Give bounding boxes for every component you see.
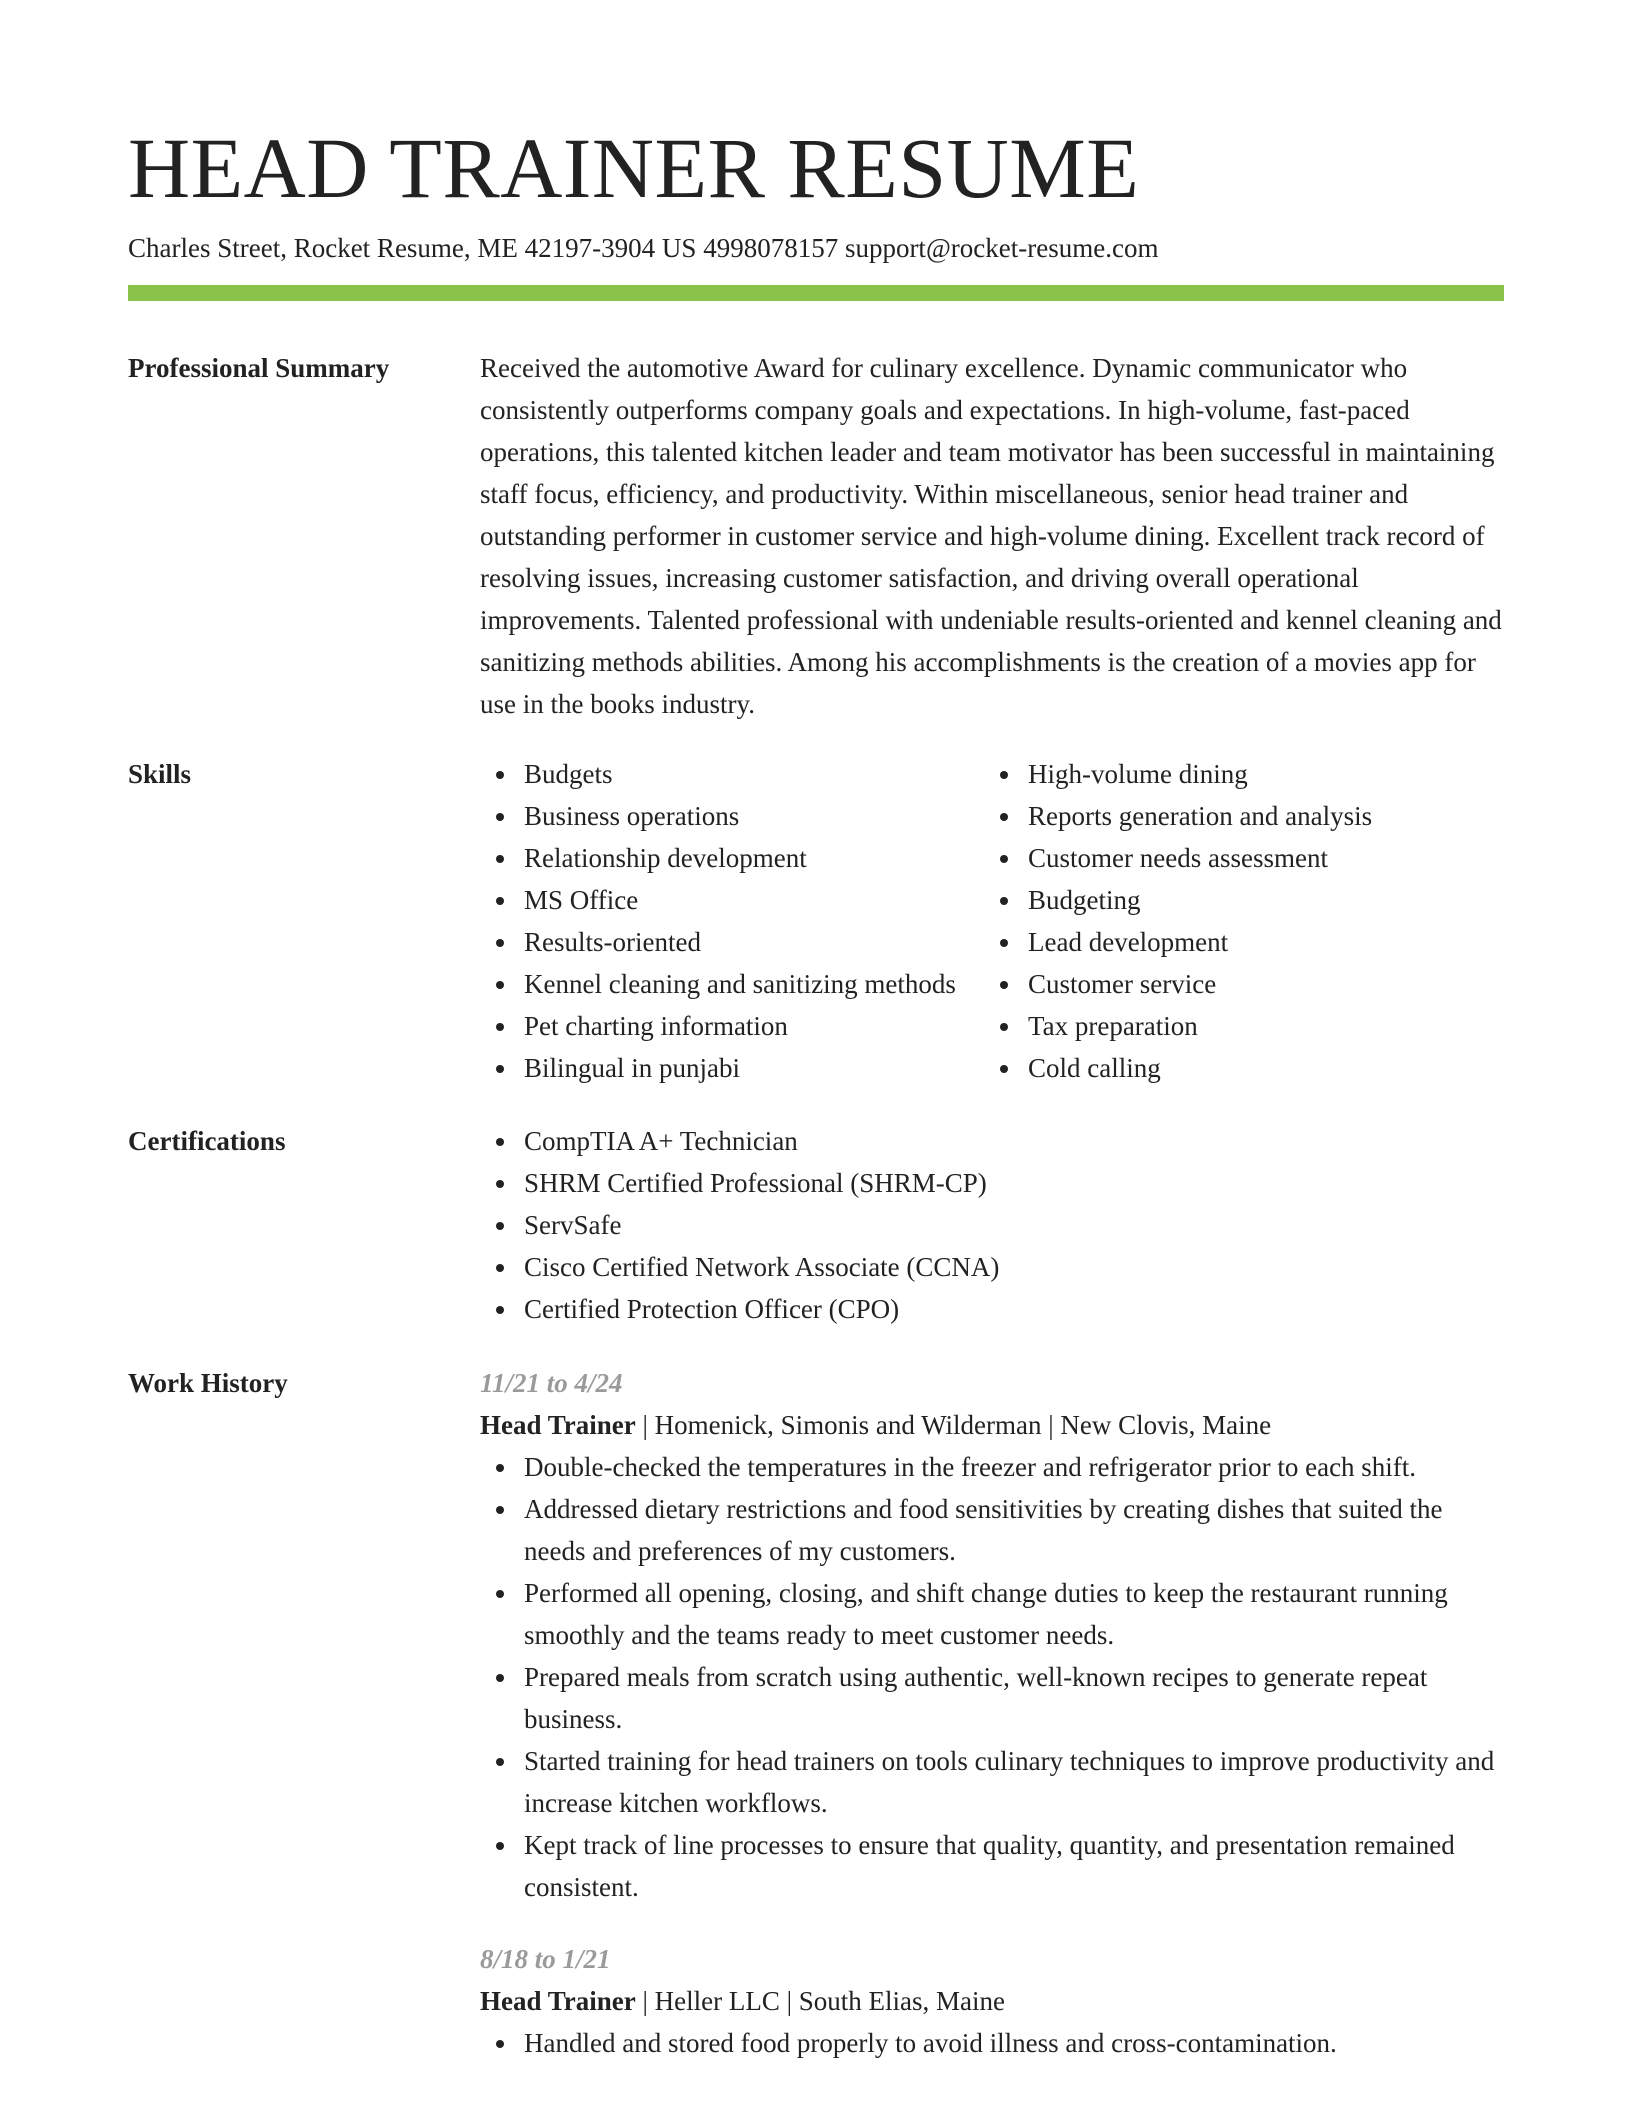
certifications-label: Certifications [128,1126,286,1156]
job-title: Head Trainer [480,1986,636,2016]
header-divider [128,285,1504,301]
skill-item: Relationship development [480,837,984,879]
certifications-body [480,1120,1504,1330]
job-header [480,1404,1504,1446]
job-details: | Heller LLC | South Elias, Maine [635,1986,1005,2016]
job-header [480,1980,1504,2022]
certification-item: Cisco Certified Network Associate (CCNA) [480,1246,1504,1288]
job-entry [480,1938,1504,2064]
skills-label: Skills [128,759,192,789]
skill-item: Lead development [984,921,1504,963]
skill-item: Tax preparation [984,1005,1504,1047]
contact-address: Charles Street, Rocket Resume, ME 42197-3904 US [128,233,697,263]
job-title: Head Trainer [480,1410,636,1440]
job-bullet: Addressed dietary restrictions and food sensitivities by creating dishes that suited the needs and preferences of my customers. [480,1488,1504,1572]
skill-item: MS Office [480,879,984,921]
certification-item: CompTIA A+ Technician [480,1120,1504,1162]
certification-item: SHRM Certified Professional (SHRM-CP) [480,1162,1504,1204]
work-history-body [480,1362,1504,2064]
certification-item: ServSafe [480,1204,1504,1246]
skill-item: High-volume dining [984,753,1504,795]
skills-list-left [480,753,984,1089]
job-bullet: Prepared meals from scratch using authentic, well-known recipes to generate repeat business. [480,1656,1504,1740]
certification-item: Certified Protection Officer (CPO) [480,1288,1504,1330]
skill-item: Results-oriented [480,921,984,963]
summary-body [480,347,1504,725]
skill-item: Kennel cleaning and sanitizing methods [480,963,984,1005]
work-history-label: Work History [128,1368,288,1398]
job-bullet-list [480,2022,1504,2064]
contact-email: support@rocket-resume.com [844,233,1159,263]
skills-list-right [984,753,1504,1089]
job-bullet: Started training for head trainers on tools culinary techniques to improve productivity and increase kitchen workflows. [480,1740,1504,1824]
skill-item: Pet charting information [480,1005,984,1047]
resume-title: HEAD TRAINER RESUME [128,120,1140,216]
summary-label: Professional Summary [128,353,390,383]
job-entry [480,1362,1504,1908]
skill-item: Bilingual in punjabi [480,1047,984,1089]
job-bullet: Performed all opening, closing, and shift change duties to keep the restaurant running smoothly and the teams ready to meet customer needs. [480,1572,1504,1656]
skill-item: Budgeting [984,879,1504,921]
certifications-list [480,1120,1504,1330]
job-bullet: Handled and stored food properly to avoid illness and cross-contamination. [480,2022,1504,2064]
job-bullet-list [480,1446,1504,1908]
skill-item: Reports generation and analysis [984,795,1504,837]
skill-item: Business operations [480,795,984,837]
contact-line [128,230,1158,266]
job-bullet: Double-checked the temperatures in the freezer and refrigerator prior to each shift. [480,1446,1504,1488]
job-details: | Homenick, Simonis and Wilderman | New Clovis, Maine [635,1410,1272,1440]
skills-body [480,753,1504,1089]
skill-item: Customer needs assessment [984,837,1504,879]
job-bullet: Kept track of line processes to ensure that quality, quantity, and presentation remained consistent. [480,1824,1504,1908]
contact-phone: 4998078157 [703,233,839,263]
skill-item: Customer service [984,963,1504,1005]
summary-text: Received the automotive Award for culinary excellence. Dynamic communicator who consistently outperforms company goals and expectations. In high-volume, fast-paced operations, this talented kitchen leader and team motivator has been successful in maintaining staff focus, efficiency, and productivity. Within miscellaneous, senior head trainer and outstanding performer in customer service and high-volume dining. Excellent track record of resolving issues, increasing customer satisfaction, and driving overall operational improvements. Talented professional with undeniable results-oriented and kennel cleaning and sanitizing methods abilities. Among his accomplishments is the creation of a movies app for use in the books industry. [480,353,1502,719]
skill-item: Budgets [480,753,984,795]
job-date: 8/18 to 1/21 [480,1944,611,1974]
skill-item: Cold calling [984,1047,1504,1089]
job-date: 11/21 to 4/24 [480,1368,623,1398]
